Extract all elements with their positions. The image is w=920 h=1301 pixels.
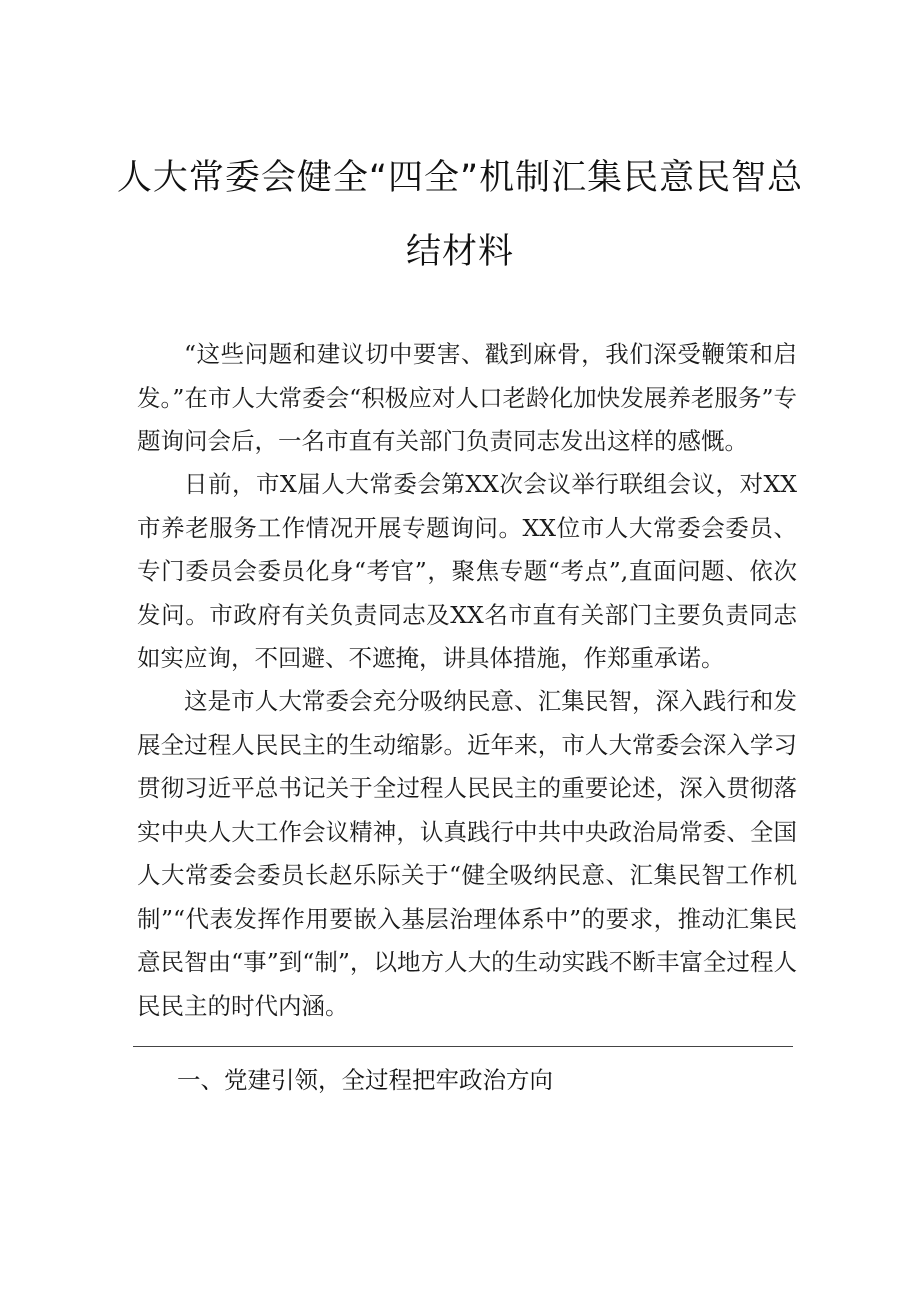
paragraph-2: 日前，市X届人大常委会第XX次会议举行联组会议，对XX市养老服务工作情况开展专题询问。XX位市人大常委会委员、专门委员会委员化身“考官”，聚焦专题“考点”,直面问题、依次发问。市政府有关负责同志及XX名市直有关部门主要负责同志如实应询，不回避、不遮掩，讲具体措施，作郑重承诺。 bbox=[137, 470, 797, 672]
document-title-line-1: 人大常委会健全“四全”机制汇集民意民智总 bbox=[116, 158, 804, 198]
paragraph-1: “这些问题和建议切中要害、戳到麻骨，我们深受鞭策和启发。”在市人大常委会“积极应对人口老龄化加快发展养老服务”专题询问会后，一名市直有关部门负责同志发出这样的感慨。 bbox=[137, 340, 797, 455]
paragraph-3: 这是市人大常委会充分吸纳民意、汇集民智，深入践行和发展全过程人民民主的生动缩影。近年来，市人大常委会深入学习贯彻习近平总书记关于全过程人民民主的重要论述，深入贯彻落实中央人大工作会议精神，认真践行中共中央政治局常委、全国人大常委会委员长赵乐际关于“健全吸纳民意、汇集民智工作机制”“代表发挥作用要嵌入基层治理体系中”的要求，推动汇集民意民智由“事”到“制”，以地方人大的生动实践不断丰富全过程人民民主的时代内涵。 bbox=[137, 687, 797, 1020]
section-heading: 一、党建引领，全过程把牢政治方向 bbox=[177, 1066, 553, 1094]
section-divider bbox=[133, 1046, 793, 1047]
document-title-line-2: 结材料 bbox=[405, 232, 514, 272]
